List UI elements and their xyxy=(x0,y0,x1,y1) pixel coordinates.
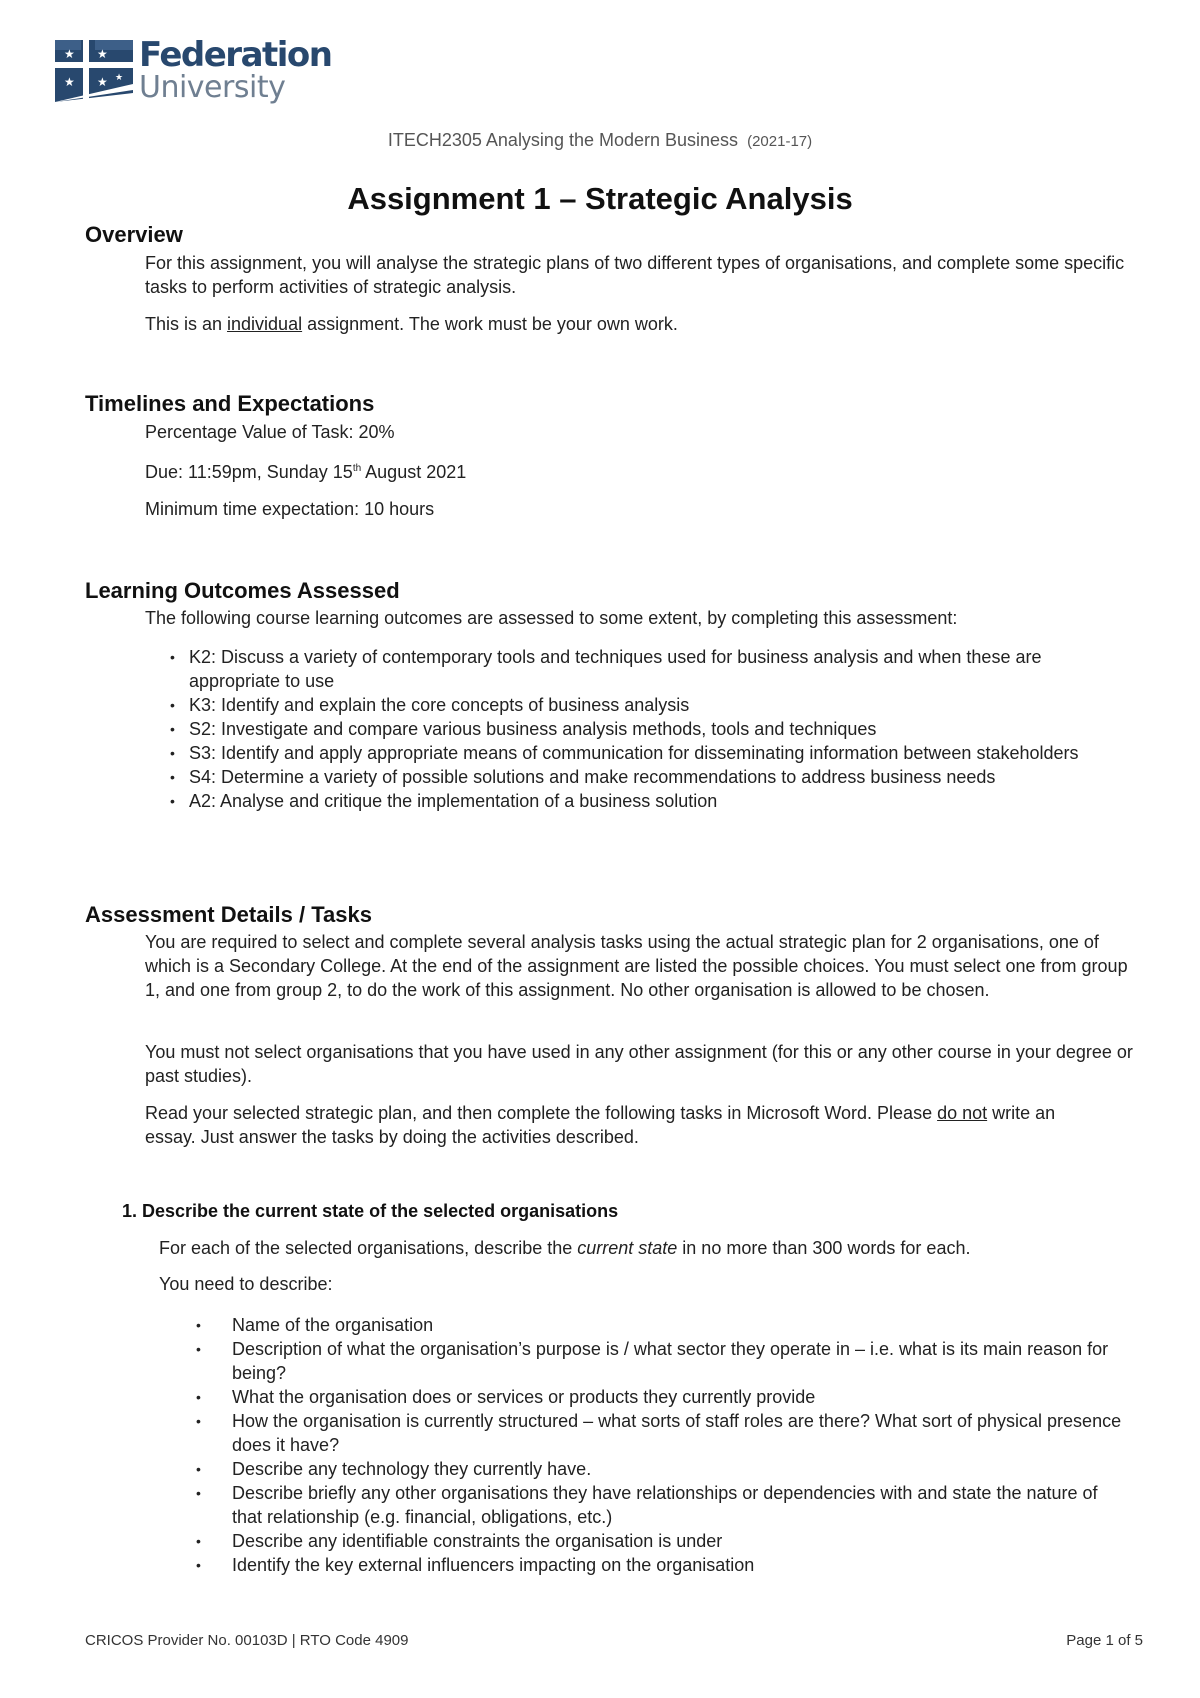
learning-outcomes-intro: The following course learning outcomes are assessed to some extent, by completing this assessment: xyxy=(145,608,958,628)
task-1-paragraph-2: You need to describe: xyxy=(159,1274,333,1294)
due-date-text: Due: 11:59pm, Sunday 15 xyxy=(145,462,353,482)
list-item: • Name of the organisation xyxy=(196,1313,1126,1337)
list-item: • What the organisation does or services or products they currently provide xyxy=(196,1385,1126,1409)
task-1-p1-italic: current state xyxy=(577,1238,678,1258)
percentage-value: Percentage Value of Task: 20% xyxy=(145,422,395,442)
list-item: • A2: Analyse and critique the implementation of a business solution xyxy=(169,789,1129,813)
overview-paragraph-2 xyxy=(145,312,1135,336)
list-item: • S3: Identify and apply appropriate means of communication for disseminating information between stakeholders xyxy=(169,741,1129,765)
assessment-p3-underlined: do not xyxy=(937,1103,988,1123)
course-period: (2021-17) xyxy=(747,133,813,150)
due-date-month: August 2021 xyxy=(361,462,467,482)
assessment-paragraph-2: You must not select organisations that you have used in any other assignment (for this or any other course in your degree or past studies). xyxy=(145,1042,1133,1086)
task-1-description-list xyxy=(196,1313,1126,1577)
minimum-time: Minimum time expectation: 10 hours xyxy=(145,499,435,519)
list-item: • S4: Determine a variety of possible solutions and make recommendations to address business needs xyxy=(169,765,1129,789)
due-date xyxy=(145,457,466,484)
list-item: • Describe briefly any other organisations they have relationships or dependencies with and state the nature of that relationship (e.g. financial, obligations, etc.) xyxy=(196,1481,1126,1529)
task-1-paragraph-1 xyxy=(159,1236,1139,1260)
list-item: • S2: Investigate and compare various business analysis methods, tools and techniques xyxy=(169,717,1129,741)
list-item: • K3: Identify and explain the core concepts of business analysis xyxy=(169,693,1129,717)
logo-word-university: University xyxy=(139,70,286,105)
svg-text:★: ★ xyxy=(115,73,124,83)
logo-flag-icon xyxy=(55,40,133,102)
timelines-heading: Timelines and Expectations xyxy=(85,391,375,416)
assessment-paragraph-1: You are required to select and complete several analysis tasks using the actual strategic plan for 2 organisations, one of which is a Secondary College. At the end of the assignment are listed the possible choices. You must select one from group 1, and one from group 2, to do the work of this assignment. No other organisation is allowed to be chosen. xyxy=(145,932,1128,1000)
assessment-p3-text-end: write an essay. Just answer the tasks by doing the activities described. xyxy=(145,1103,1056,1147)
course-header xyxy=(0,130,1200,151)
list-item: • Identify the key external influencers impacting on the organisation xyxy=(196,1553,1126,1577)
page-title: Assignment 1 – Strategic Analysis xyxy=(347,181,853,216)
list-item: • Describe any technology they currently have. xyxy=(196,1457,1126,1481)
logo-wordmark xyxy=(139,35,332,105)
due-date-suffix: th xyxy=(352,463,362,474)
svg-text:★: ★ xyxy=(97,75,108,89)
assessment-heading: Assessment Details / Tasks xyxy=(85,902,372,927)
list-item: • Description of what the organisation’s purpose is / what sector they operate in – i.e. what is its main reason for being? xyxy=(196,1337,1126,1385)
list-item: • How the organisation is currently structured – what sorts of staff roles are there? What sort of physical presence does it have? xyxy=(196,1409,1126,1457)
svg-text:★: ★ xyxy=(64,47,75,61)
task-1-p1-text: For each of the selected organisations, describe the xyxy=(159,1238,578,1258)
task-1-p1-text-end: in no more than 300 words for each. xyxy=(677,1238,971,1258)
list-item: • K2: Discuss a variety of contemporary tools and techniques used for business analysis and when these are appropriate to use xyxy=(169,645,1129,693)
footer-page-number: Page 1 of 5 xyxy=(1066,1632,1143,1649)
task-1-heading: 1. Describe the current state of the selected organisations xyxy=(122,1201,619,1221)
federation-university-logo xyxy=(55,35,332,110)
overview-heading: Overview xyxy=(85,222,183,247)
footer-cricos: CRICOS Provider No. 00103D | RTO Code 4909 xyxy=(85,1632,409,1649)
overview-p2-underlined: individual xyxy=(227,314,303,334)
assessment-paragraph-3 xyxy=(145,1101,1065,1149)
learning-outcomes-list xyxy=(169,645,1129,813)
svg-text:★: ★ xyxy=(97,47,108,61)
logo-word-federation: Federation xyxy=(139,35,332,75)
assessment-p3-text: Read your selected strategic plan, and then complete the following tasks in Microsoft Word. Please xyxy=(145,1103,938,1123)
overview-p2-text: This is an xyxy=(145,314,228,334)
course-name: ITECH2305 Analysing the Modern Business xyxy=(387,130,739,150)
svg-text:★: ★ xyxy=(64,75,75,89)
learning-outcomes-heading: Learning Outcomes Assessed xyxy=(85,578,400,603)
overview-p2-text-end: assignment. The work must be your own work. xyxy=(302,314,678,334)
list-item: • Describe any identifiable constraints the organisation is under xyxy=(196,1529,1126,1553)
overview-paragraph-1: For this assignment, you will analyse the strategic plans of two different types of organisations, and complete some specific tasks to perform activities of strategic analysis. xyxy=(145,253,1125,297)
